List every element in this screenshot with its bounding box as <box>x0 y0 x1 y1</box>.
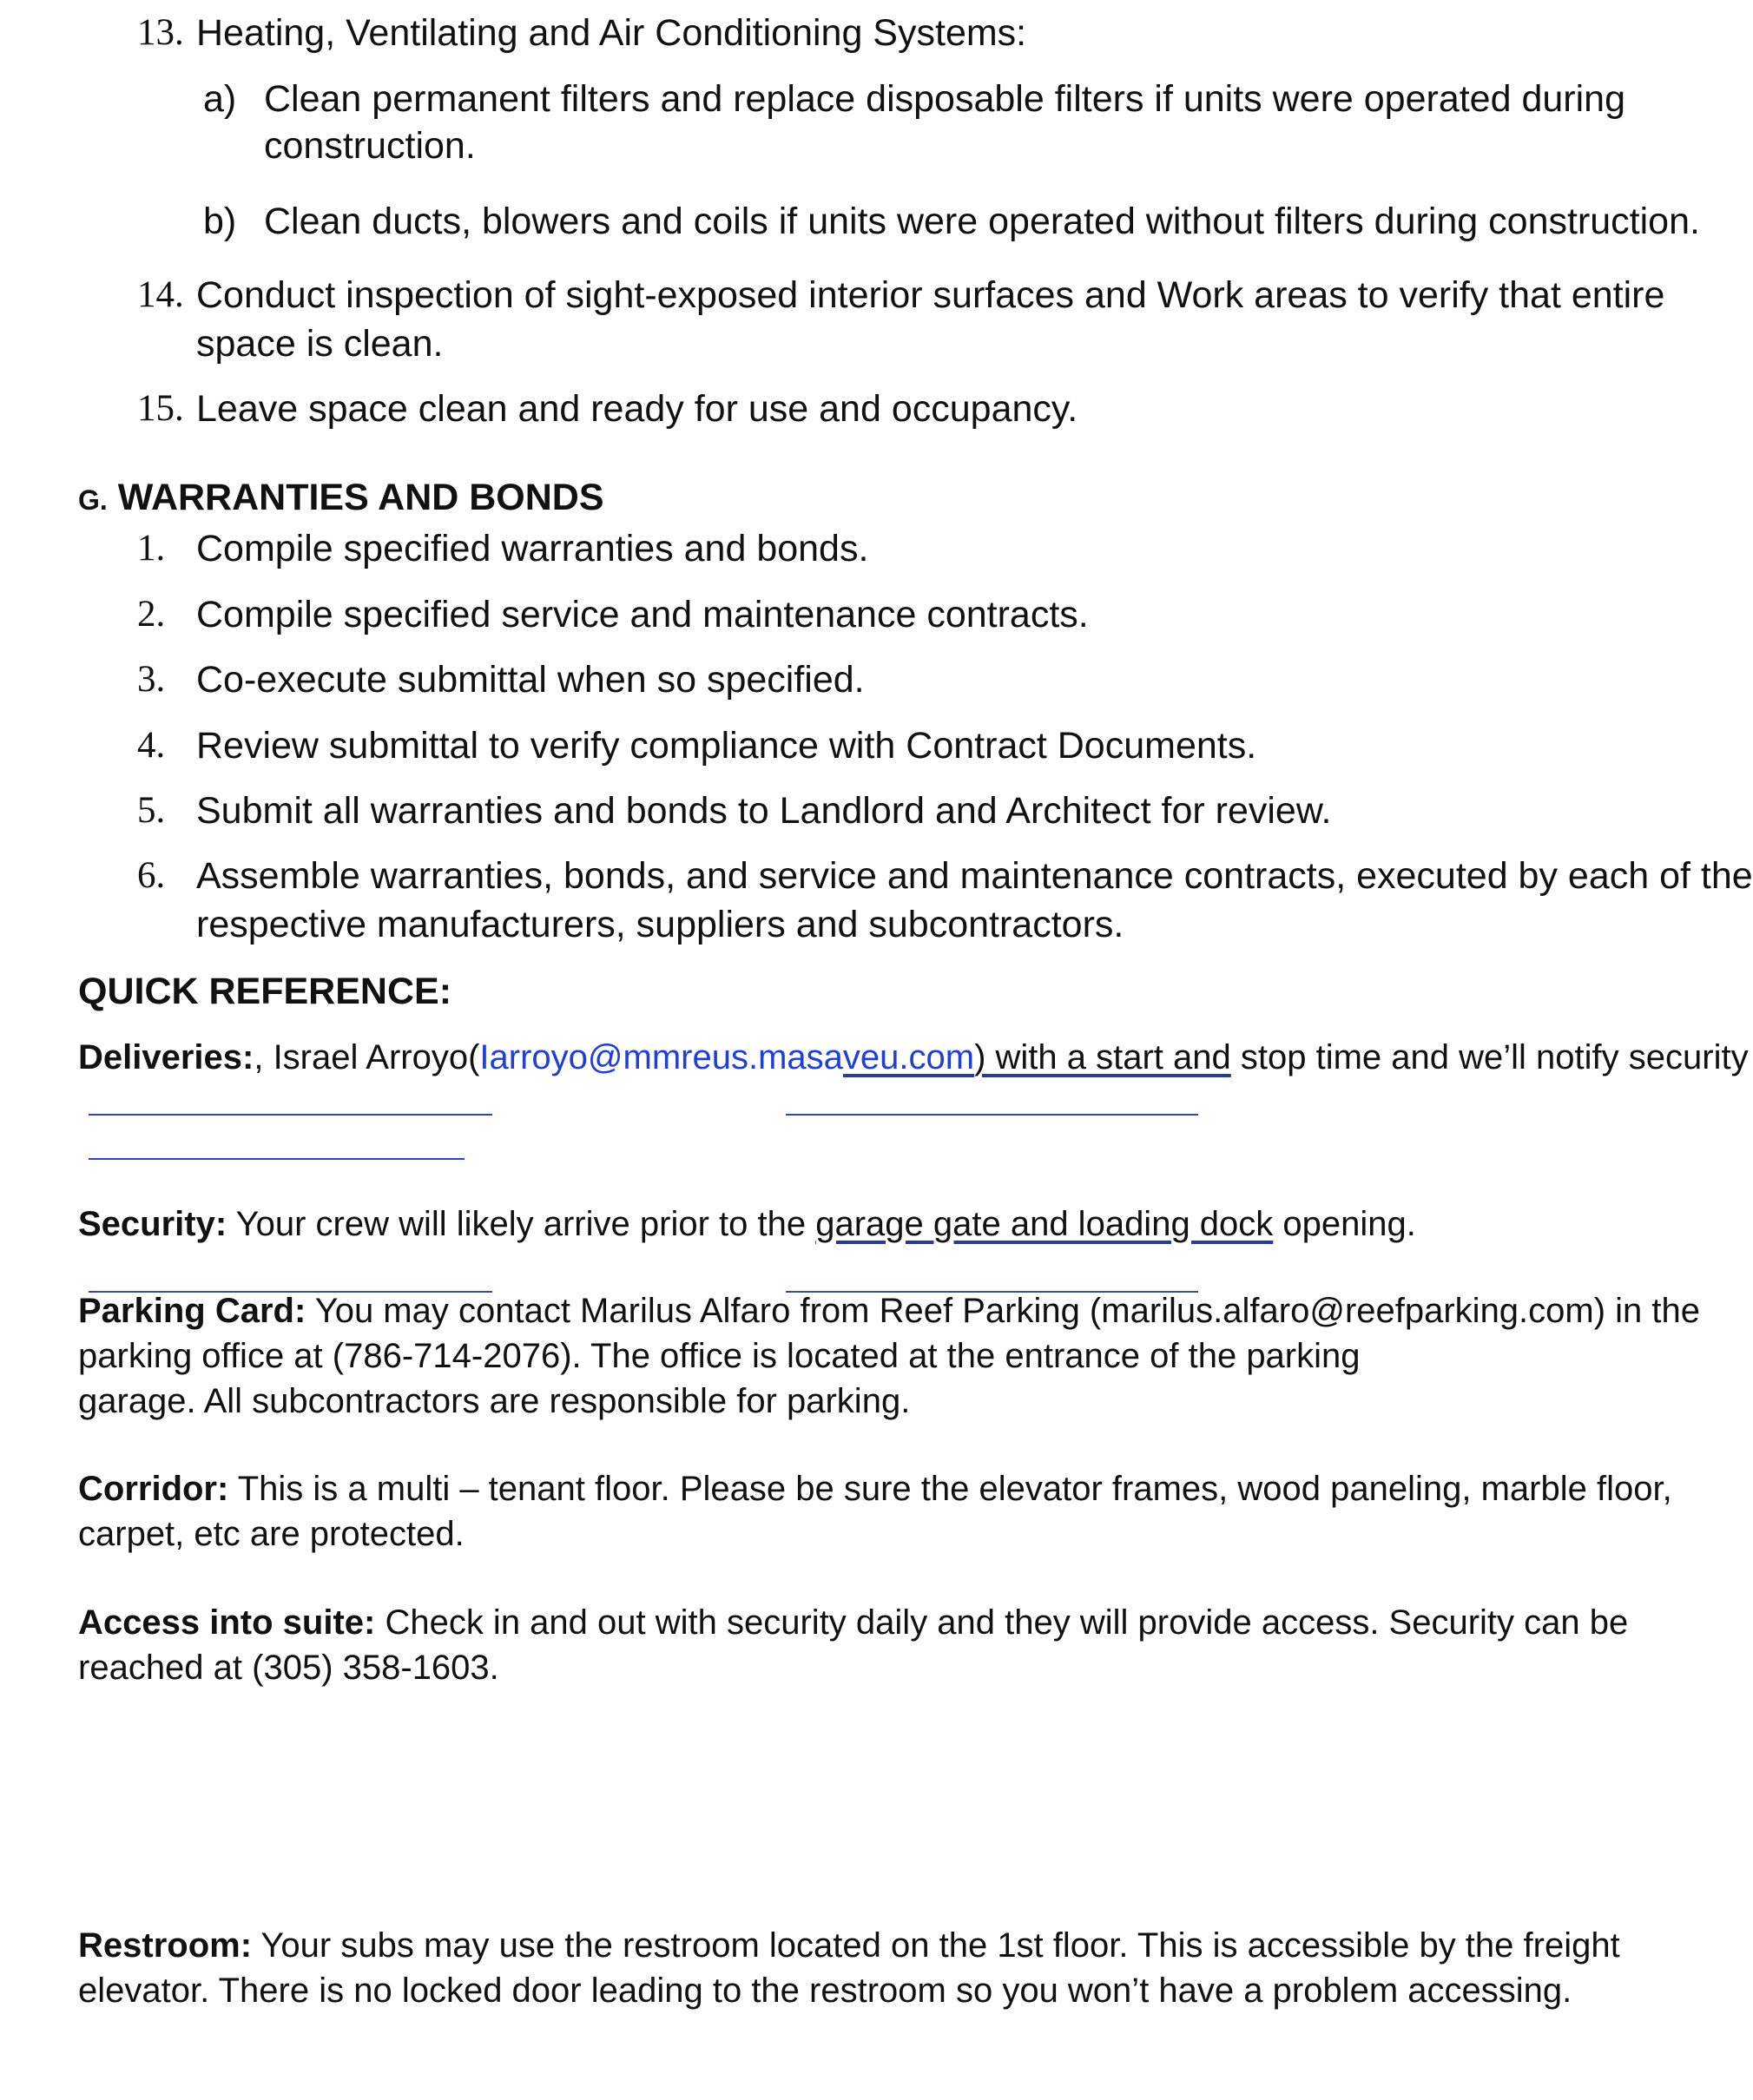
blank-line <box>786 1114 1198 1116</box>
corridor-text-line1: This is a multi – tenant floor. Please be sure the elevator frames, wood paneling, marble floor, <box>228 1470 1672 1508</box>
list-number: 14. <box>137 274 184 315</box>
deliveries-contact: , Israel Arroyo( <box>254 1038 480 1076</box>
list-text: Leave space clean and ready for use and occupancy. <box>196 388 1078 430</box>
deliveries-email-link-tail[interactable]: veu.com <box>842 1038 975 1076</box>
list-number: 6. <box>137 855 166 896</box>
sub-label: a) <box>203 78 237 120</box>
restroom-paragraph <box>78 1923 1620 2013</box>
deliveries-paragraph <box>78 1035 1749 1080</box>
list-item <box>0 852 1753 956</box>
access-paragraph <box>78 1600 1628 1690</box>
restroom-text-line1: Your subs may use the restroom located on the 1st floor. This is accessible by the freight <box>252 1926 1620 1965</box>
list-text: Co-execute submittal when so specified. <box>196 659 865 701</box>
security-paragraph <box>78 1201 1416 1247</box>
restroom-text-line2: elevator. There is no locked door leading to the restroom so you won’t have a problem accessing. <box>78 1972 1572 2010</box>
list-number: 4. <box>137 725 166 766</box>
list-number: 13. <box>137 12 184 53</box>
blank-line <box>89 1114 492 1116</box>
parking-text-line2: parking office at (786-714-2076). The office is located at the entrance of the parking <box>78 1337 1361 1375</box>
parking-text-line1: You may contact Marilus Alfaro from Reef Parking (marilus.alfaro@reefparking.com) in the <box>306 1292 1701 1330</box>
access-text-line2: reached at (305) 358-1603. <box>78 1649 499 1687</box>
security-underlined-text: garage gate and loading dock <box>815 1205 1274 1243</box>
quick-reference-heading: QUICK REFERENCE: <box>78 971 452 1012</box>
security-text: Your crew will likely arrive prior to the <box>227 1205 816 1243</box>
parking-paragraph <box>78 1288 1700 1424</box>
list-text: Compile specified service and maintenance contracts. <box>196 594 1089 635</box>
corridor-text-line2: carpet, etc are protected. <box>78 1515 465 1553</box>
security-text-end: opening. <box>1273 1205 1416 1243</box>
list-text-line1: Conduct inspection of sight-exposed interior surfaces and Work areas to verify that entire <box>196 274 1665 316</box>
list-text-line2: respective manufacturers, suppliers and subcontractors. <box>196 904 1124 945</box>
security-label: Security: <box>78 1205 227 1243</box>
list-number: 3. <box>137 659 166 700</box>
sub-label: b) <box>203 201 237 242</box>
parking-label: Parking Card: <box>78 1292 306 1330</box>
list-text: Heating, Ventilating and Air Conditioning Systems: <box>196 12 1027 54</box>
deliveries-label: Deliveries: <box>78 1038 254 1076</box>
list-number: 15. <box>137 388 184 429</box>
list-number: 2. <box>137 594 166 635</box>
section-title: WARRANTIES AND BONDS <box>117 477 604 518</box>
blank-line <box>89 1158 465 1160</box>
restroom-label: Restroom: <box>78 1926 253 1965</box>
deliveries-email-link[interactable]: Iarroyo@mmreus.masa <box>479 1038 843 1076</box>
deliveries-underlined-text: ) with a start and <box>974 1038 1231 1076</box>
list-text-line2: space is clean. <box>196 323 444 365</box>
deliveries-text: stop time and we’ll notify security <box>1230 1038 1749 1076</box>
access-label: Access into suite: <box>78 1603 376 1642</box>
list-number: 5. <box>137 790 166 831</box>
corridor-label: Corridor: <box>78 1470 229 1508</box>
list-text: Review submittal to verify compliance with Contract Documents. <box>196 725 1257 767</box>
list-text: Compile specified warranties and bonds. <box>196 528 869 569</box>
list-number: 1. <box>137 528 166 569</box>
sub-text-line2: construction. <box>264 125 476 167</box>
sub-text-line1: Clean permanent filters and replace disposable filters if units were operated during <box>264 78 1625 120</box>
section-letter: G. <box>78 484 108 516</box>
parking-text-line3: garage. All subcontractors are responsible for parking. <box>78 1382 911 1420</box>
corridor-paragraph <box>78 1466 1672 1557</box>
sub-text: Clean ducts, blowers and coils if units were operated without filters during construction. <box>264 201 1700 242</box>
list-text-line1: Assemble warranties, bonds, and service and maintenance contracts, executed by each of the <box>196 855 1753 897</box>
access-text-line1: Check in and out with security daily and they will provide access. Security can be <box>375 1603 1629 1642</box>
section-heading-g <box>78 473 604 524</box>
list-text: Submit all warranties and bonds to Landlord and Architect for review. <box>196 790 1332 832</box>
